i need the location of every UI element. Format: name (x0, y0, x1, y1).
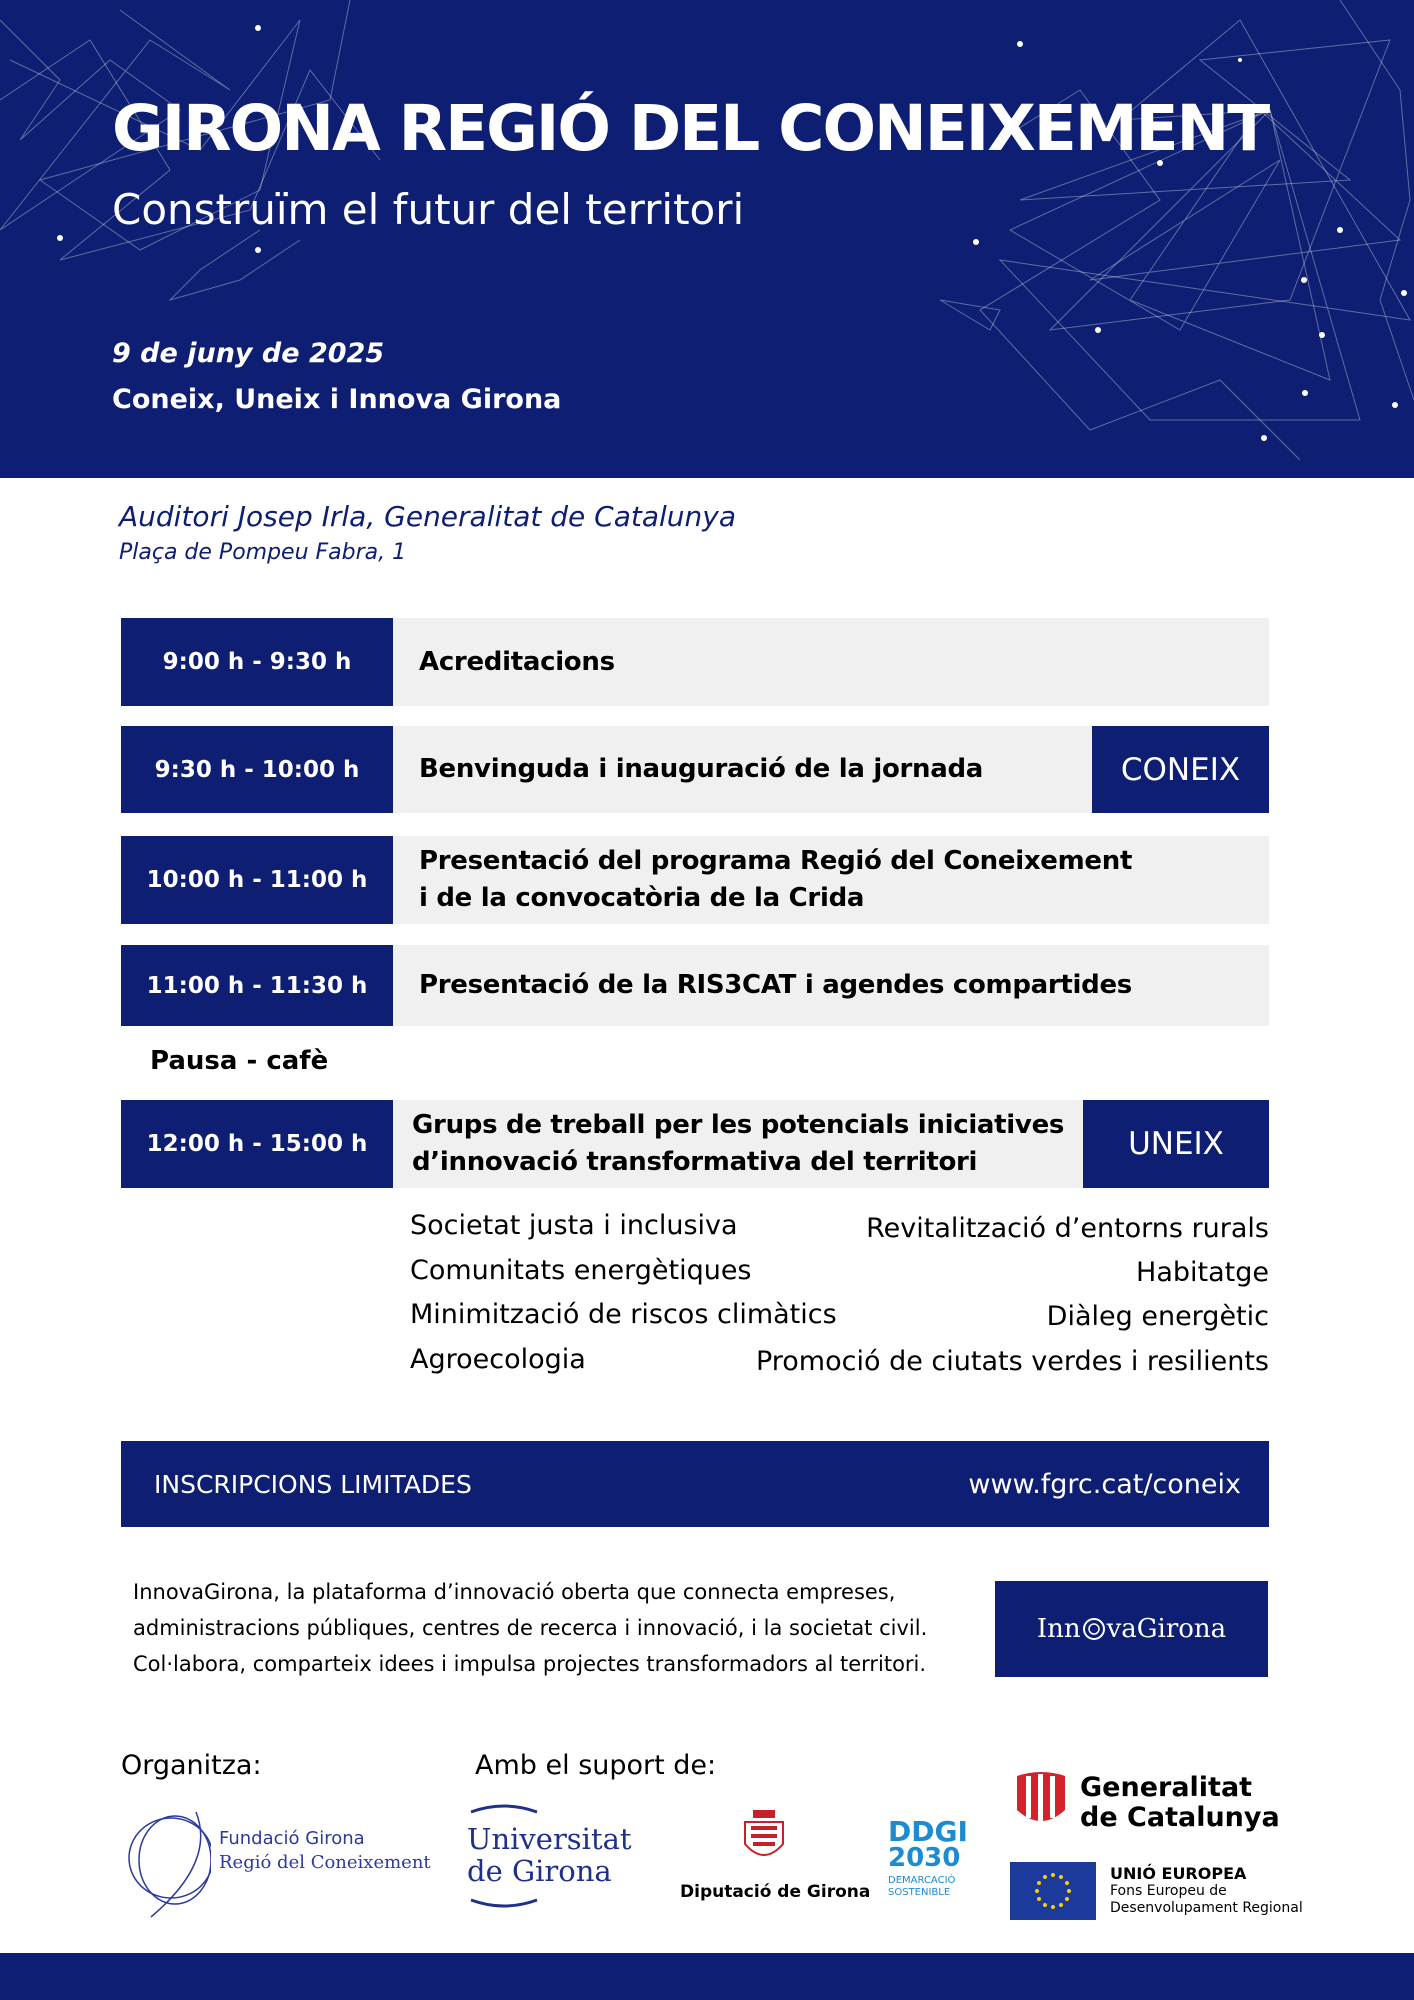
diputacio-logo (675, 1808, 871, 1908)
logo-text: Desenvolupament Regional (1110, 1900, 1303, 1916)
schedule-time: 9:30 h - 10:00 h (121, 726, 393, 813)
logo-text: Fons Europeu de (1110, 1883, 1227, 1899)
pause-label: Pausa - cafè (150, 1046, 329, 1076)
schedule-title (412, 1100, 1064, 1188)
logo-text: de Girona (467, 1854, 612, 1888)
topic-item: Habitatge (1136, 1257, 1269, 1288)
o-swirl-icon (1081, 1616, 1107, 1642)
logo-text: Fundació Girona (219, 1828, 365, 1849)
event-name: Coneix, Uneix i Innova Girona (112, 384, 562, 415)
schedule-row (121, 618, 1269, 706)
logo-text: Universitat (467, 1822, 632, 1856)
schedule-title-line1: Presentació del programa Regió del Coneixement (419, 846, 1133, 876)
schedule-title: Presentació de la RIS3CAT i agendes compartides (419, 970, 1132, 1000)
logo-text: 2030 (888, 1843, 961, 1873)
senyera-shield-icon (1015, 1770, 1067, 1828)
topic-item: Agroecologia (410, 1344, 586, 1375)
logo-text: Inn (1036, 1614, 1081, 1644)
circles-mark-icon (121, 1802, 211, 1922)
logo-text: SOSTENIBLE (888, 1887, 951, 1898)
logo-text: Regió del Coneixement (219, 1852, 431, 1873)
fundacio-logo (121, 1802, 431, 1922)
registration-banner (121, 1441, 1269, 1527)
topic-item: Comunitats energètiques (410, 1255, 752, 1286)
uneix-tag: UNEIX (1083, 1100, 1269, 1188)
ddgi-logo (886, 1815, 986, 1905)
topic-item: Promoció de ciutats verdes i resilients (755, 1346, 1269, 1377)
logo-text: DDGI (888, 1815, 968, 1848)
schedule-row (121, 836, 1269, 924)
schedule-time: 11:00 h - 11:30 h (121, 945, 393, 1026)
logo-text: Generalitat (1080, 1772, 1253, 1803)
schedule-row (121, 945, 1269, 1026)
page-title: GIRONA REGIÓ DEL CONEIXEMENT (112, 92, 1269, 165)
eu-logo (1010, 1862, 1310, 1922)
logo-text: UNIÓ EUROPEA (1110, 1864, 1247, 1883)
eu-flag-icon (1010, 1862, 1096, 1920)
innovagirona-logo (995, 1581, 1268, 1677)
innova-line: administracions públiques, centres de recerca i innovació, i la societat civil. (133, 1616, 928, 1640)
logo-text: vaGirona (1106, 1614, 1227, 1644)
schedule-time: 10:00 h - 11:00 h (121, 836, 393, 924)
logo-text: de Catalunya (1080, 1802, 1280, 1833)
topic-item: Diàleg energètic (1046, 1301, 1269, 1332)
coat-of-arms-icon (739, 1808, 789, 1868)
logo-text: DEMARCACIÓ (888, 1875, 956, 1886)
footer-bar (0, 1953, 1414, 2000)
udg-logo (465, 1800, 635, 1915)
event-date: 9 de juny de 2025 (112, 338, 385, 369)
innova-line: InnovaGirona, la plataforma d’innovació oberta que connecta empreses, (133, 1580, 896, 1604)
topic-item: Minimització de riscos climàtics (410, 1299, 837, 1330)
header-banner (0, 0, 1414, 478)
innova-description (133, 1574, 973, 1682)
schedule-time: 12:00 h - 15:00 h (121, 1100, 393, 1188)
schedule-title-line2: i de la convocatòria de la Crida (419, 883, 865, 913)
schedule-title-line2: d’innovació transformativa del territori (412, 1147, 978, 1177)
page-subtitle: Construïm el futur del territori (112, 185, 745, 234)
support-label: Amb el suport de: (475, 1750, 717, 1781)
coneix-tag: CONEIX (1092, 726, 1269, 813)
venue-address: Plaça de Pompeu Fabra, 1 (119, 540, 407, 565)
schedule-row (121, 726, 1269, 813)
schedule-row (121, 1100, 1269, 1188)
schedule-title (419, 836, 1132, 924)
registration-label: INSCRIPCIONS LIMITADES (154, 1469, 472, 1499)
schedule-time: 9:00 h - 9:30 h (121, 618, 393, 706)
logo-text: Diputació de Girona (680, 1882, 871, 1902)
venue-name: Auditori Josep Irla, Generalitat de Catalunya (119, 500, 737, 533)
schedule-title-line1: Grups de treball per les potencials iniciatives (412, 1110, 1065, 1140)
innova-line: Col·labora, comparteix idees i impulsa projectes transformadors al territori. (133, 1652, 927, 1676)
topic-item: Societat justa i inclusiva (410, 1210, 738, 1241)
topic-item: Revitalització d’entorns rurals (866, 1213, 1269, 1244)
generalitat-logo (1015, 1770, 1280, 1833)
registration-link[interactable]: www.fgrc.cat/coneix (968, 1468, 1241, 1500)
schedule-title: Acreditacions (419, 646, 615, 677)
schedule-title: Benvinguda i inauguració de la jornada (419, 754, 984, 784)
udg-bottom-ornament-icon (469, 1896, 539, 1910)
udg-top-ornament-icon (469, 1802, 539, 1816)
organizer-label: Organitza: (121, 1750, 262, 1781)
